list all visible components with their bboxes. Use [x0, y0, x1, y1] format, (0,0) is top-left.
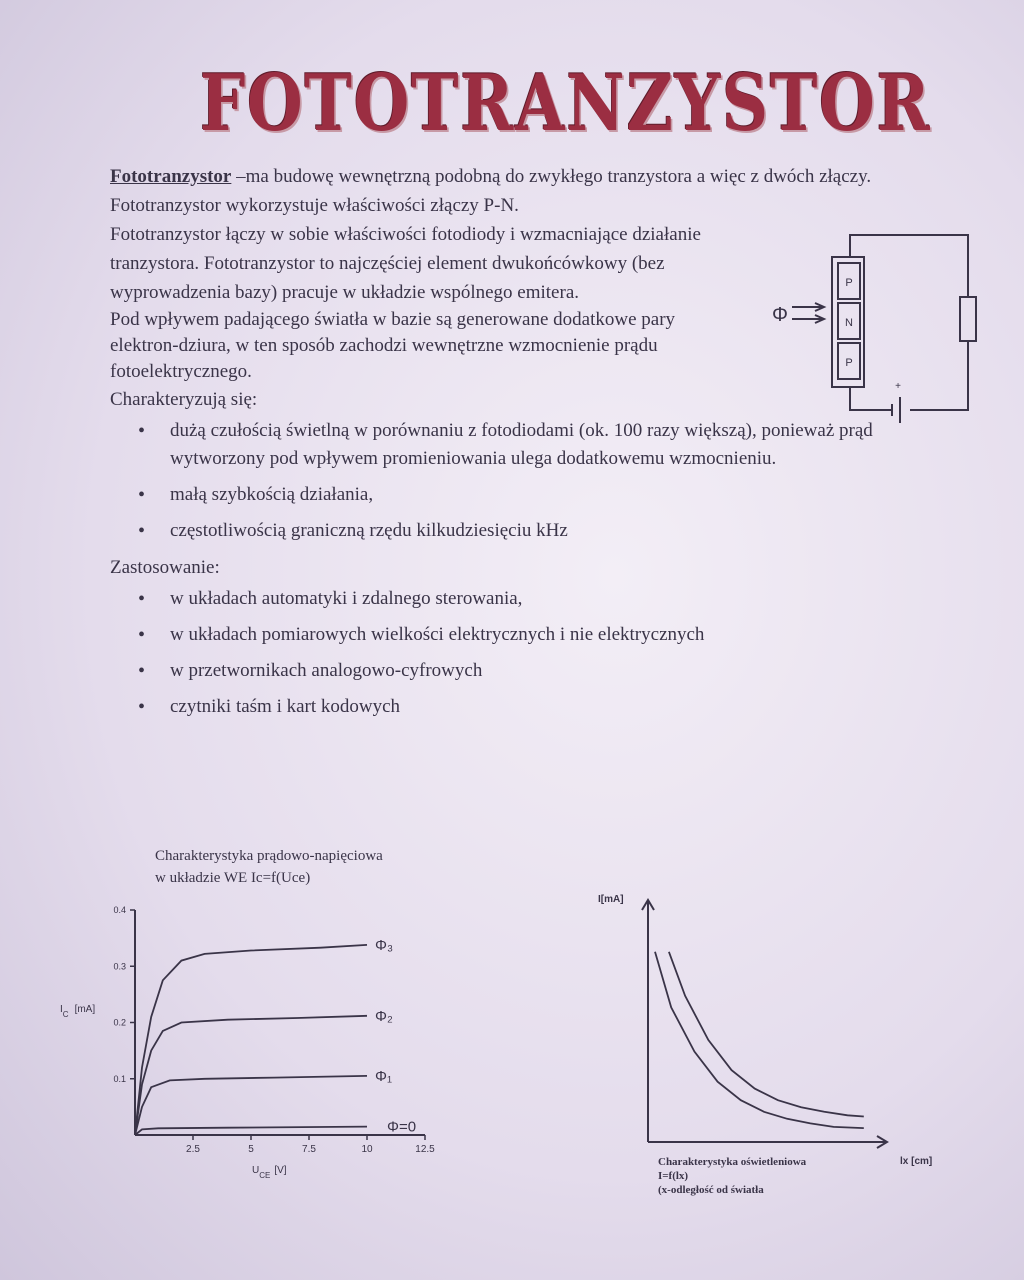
x-axis-label: $U_{CE}$ [V]: [252, 1165, 287, 1180]
applications-heading: Zastosowanie:: [110, 557, 220, 578]
series-line: [669, 952, 864, 1117]
series-label: Φ=0: [387, 1118, 417, 1136]
illumination-chart-subtitle: I=f(lx): [658, 1170, 689, 1182]
list-item: • czytniki taśm i kart kodowych: [170, 693, 910, 721]
iv-chart-title-line1: Charakterystyka prądowo-napięciowa: [155, 848, 383, 864]
series-line: [655, 952, 864, 1128]
definition-text: –ma budowę wewnętrzną podobną do zwykłego tranzystora a więc z dwóch złączy.: [231, 166, 872, 187]
y-tick-label: 0.3: [113, 961, 126, 972]
illumination-chart-title: Charakterystyka oświetleniowa: [658, 1156, 807, 1168]
y-tick-label: 0.2: [113, 1017, 126, 1028]
series-label: Φ₁: [375, 1067, 393, 1085]
n-layer-label: N: [845, 317, 853, 329]
definition-paragraph: [110, 162, 910, 191]
p-layer-bottom-label: P: [845, 357, 853, 369]
list-item: • częstotliwością graniczną rzędu kilkudziesięciu kHz: [170, 517, 910, 545]
illumination-chart-note: (x-odległość od światła: [658, 1184, 764, 1196]
series-label: Φ₂: [375, 1007, 393, 1025]
characteristics-heading: Charakteryzują się:: [110, 389, 258, 410]
pn-paragraph: Fototranzystor wykorzystuje właściwości złączy P-N.: [110, 195, 519, 216]
series-label: Φ₃: [375, 936, 394, 954]
iv-chart-title: [155, 845, 485, 889]
series-line: [135, 1127, 367, 1135]
x-tick-label: 5: [248, 1144, 254, 1155]
x-axis-label: lx [cm]: [900, 1156, 933, 1167]
p-layer-top-label: P: [845, 277, 853, 289]
iv-chart-title-line2: w układzie WE Ic=f(Uce): [155, 870, 311, 886]
y-tick-label: 0.1: [113, 1073, 126, 1084]
list-item: • w układach automatyki i zdalnego sterowania,: [170, 585, 910, 613]
battery-plus-label: +: [895, 381, 901, 392]
y-axis-label: $I_C$ [mA]: [60, 1004, 96, 1019]
x-tick-label: 12.5: [415, 1144, 435, 1155]
x-tick-label: 10: [361, 1144, 373, 1155]
term-label: Fototranzystor: [110, 166, 232, 187]
iv-characteristic-chart: [40, 890, 470, 1190]
x-tick-label: 7.5: [302, 1144, 316, 1155]
list-item: • w przetwornikach analogowo-cyfrowych: [170, 657, 910, 685]
applications-list: [110, 585, 910, 721]
x-tick-label: 2.5: [186, 1144, 200, 1155]
y-axis-label: I[mA]: [598, 894, 624, 905]
list-item: • w układach pomiarowych wielkości elektrycznych i nie elektrycznych: [170, 621, 910, 649]
series-line: [135, 1016, 367, 1135]
illumination-chart-caption: [658, 1155, 898, 1197]
y-tick-label: 0.4: [113, 905, 126, 915]
electron-hole-paragraph: Pod wpływem padającego światła w bazie są generowane dodatkowe pary elektron-dziura, w ten sposób zachodzi wewnętrzne wzmocnienie prądu fotoelektrycznego.: [110, 309, 676, 382]
characteristics-list: [110, 417, 910, 545]
photodiode-paragraph: Fototranzystor łączy w sobie właściwości fotodiody i wzmacniające działanie tranzystora. Fototranzystor to najczęściej element dwukońcówkowy (bez wyprowadzenia bazy) pracuje w układzie wspólnego emitera.: [110, 224, 701, 303]
phototransistor-circuit-diagram: [760, 225, 980, 425]
light-flux-symbol: Φ: [772, 304, 788, 326]
list-item: • dużą czułością świetlną w porównaniu z fotodiodami (ok. 100 razy większą), ponieważ prąd wytworzony pod wpływem promieniowania ulega dodatkowemu wzmocnieniu.: [170, 417, 910, 473]
series-line: [135, 945, 367, 1135]
page-title: FOTOTRANZYSTOR: [200, 58, 932, 149]
list-item: • małą szybkością działania,: [170, 481, 910, 509]
